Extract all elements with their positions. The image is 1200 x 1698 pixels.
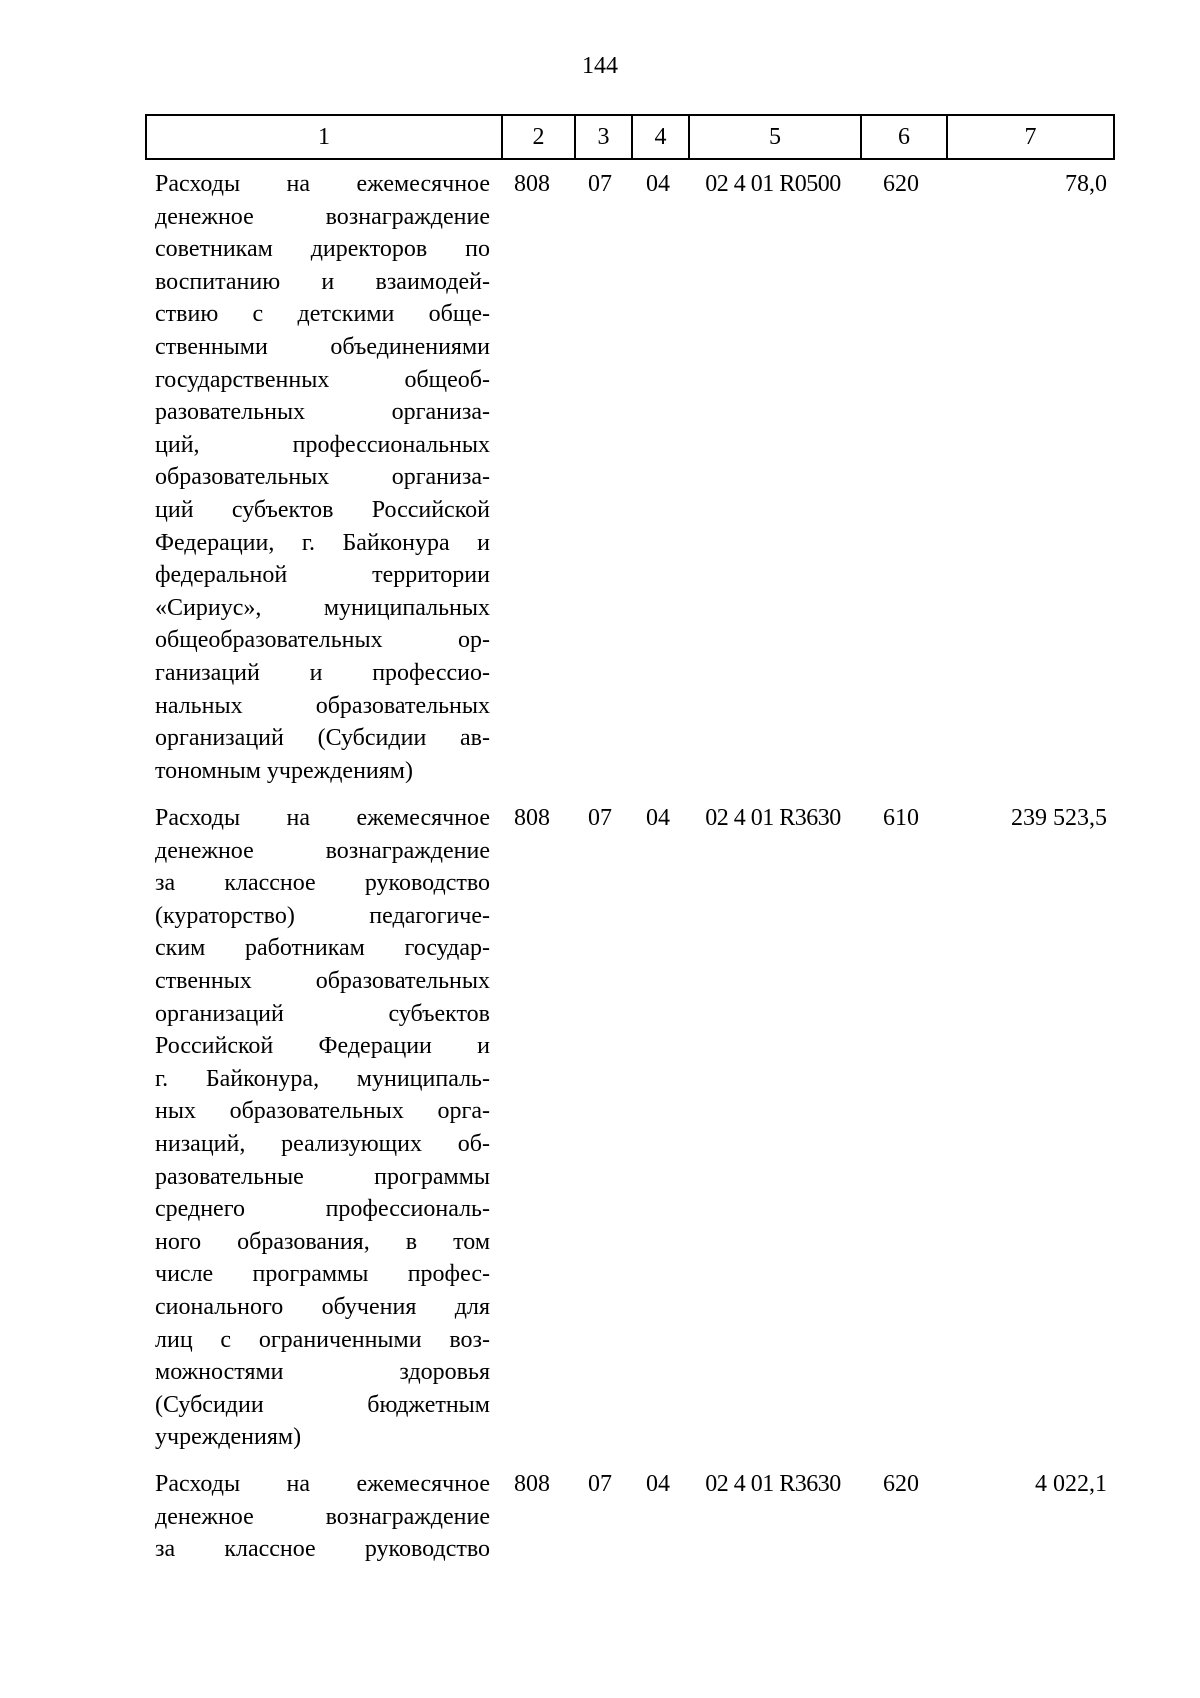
description-line: г. Байконура, муниципаль- [155, 1065, 490, 1092]
cell-subsection-code: 04 [646, 805, 670, 831]
description-line: образовательных организа- [155, 464, 490, 491]
cell-target-article: 02 4 01 R3630 [705, 805, 841, 831]
cell-ministry-code: 808 [514, 805, 550, 831]
description-line: числе программы профес- [155, 1261, 490, 1288]
header-col-6: 6 [862, 116, 948, 158]
description-line: денежное вознаграждение [155, 203, 490, 230]
cell-amount: 78,0 [1065, 171, 1107, 197]
cell-subsection-code: 04 [646, 1471, 670, 1497]
cell-target-article: 02 4 01 R3630 [705, 1471, 841, 1497]
description-line: разовательных организа- [155, 399, 490, 426]
cell-ministry-code: 808 [514, 171, 550, 197]
description-line: ций субъектов Российской [155, 496, 490, 523]
page-number: 144 [582, 53, 618, 79]
description-line: ций, профессиональных [155, 431, 490, 458]
description-line: низаций, реализующих об- [155, 1130, 490, 1157]
header-col-5: 5 [690, 116, 862, 158]
description-line: денежное вознаграждение [155, 837, 490, 864]
cell-ministry-code: 808 [514, 1471, 550, 1497]
cell-expense-type: 620 [883, 171, 919, 197]
cell-section-code: 07 [588, 805, 612, 831]
description-line: ного образования, в том [155, 1228, 490, 1255]
header-col-4: 4 [633, 116, 690, 158]
cell-expense-type: 620 [883, 1471, 919, 1497]
row-description [155, 1468, 490, 1566]
cell-amount: 4 022,1 [1035, 1471, 1107, 1497]
description-line: Российской Федерации и [155, 1033, 490, 1060]
cell-amount: 239 523,5 [1011, 805, 1107, 831]
description-line: организаций (Субсидии ав- [155, 725, 490, 752]
description-line: «Сириус», муниципальных [155, 594, 490, 621]
description-line: Расходы на ежемесячное [155, 805, 490, 831]
description-line: ственных образовательных [155, 967, 490, 994]
cell-section-code: 07 [588, 171, 612, 197]
description-line: Расходы на ежемесячное [155, 1471, 490, 1497]
table-header [145, 114, 1115, 160]
description-line: тономным учреждениям) [155, 757, 413, 784]
description-line: ных образовательных орга- [155, 1098, 490, 1125]
description-line: лиц с ограниченными воз- [155, 1326, 490, 1353]
description-line: за классное руководство [155, 1536, 490, 1563]
description-line: денежное вознаграждение [155, 1503, 490, 1530]
description-line: Федерации, г. Байконура и [155, 529, 490, 556]
cell-section-code: 07 [588, 1471, 612, 1497]
cell-target-article: 02 4 01 R0500 [705, 171, 841, 197]
cell-expense-type: 610 [883, 805, 919, 831]
description-line: разовательные программы [155, 1163, 490, 1190]
description-line: государственных общеоб- [155, 366, 490, 393]
description-line: ствию с детскими обще- [155, 301, 490, 328]
cell-subsection-code: 04 [646, 171, 670, 197]
description-line: сионального обучения для [155, 1293, 490, 1320]
description-line: учреждениям) [155, 1424, 302, 1451]
description-line: организаций субъектов [155, 1000, 490, 1027]
description-line: нальных образовательных [155, 692, 490, 719]
description-line: советникам директоров по [155, 236, 490, 263]
description-line: Расходы на ежемесячное [155, 171, 490, 197]
description-line: федеральной территории [155, 562, 490, 589]
header-col-7: 7 [1024, 124, 1037, 150]
description-line: (Субсидии бюджетным [155, 1391, 490, 1418]
description-line: ганизаций и профессио- [155, 659, 490, 686]
description-line: ским работникам государ- [155, 935, 490, 962]
header-col-2: 2 [503, 116, 576, 158]
row-description [155, 168, 490, 787]
header-col-3: 3 [576, 116, 633, 158]
description-line: среднего профессиональ- [155, 1196, 490, 1223]
row-description [155, 802, 490, 1454]
description-line: ственными объединениями [155, 333, 490, 360]
description-line: воспитанию и взаимодей- [155, 268, 490, 295]
description-line: можностями здоровья [155, 1359, 490, 1386]
header-col-1: 1 [147, 116, 503, 158]
description-line: общеобразовательных ор- [155, 627, 490, 654]
description-line: за классное руководство [155, 870, 490, 897]
description-line: (кураторство) педагогиче- [155, 902, 490, 929]
